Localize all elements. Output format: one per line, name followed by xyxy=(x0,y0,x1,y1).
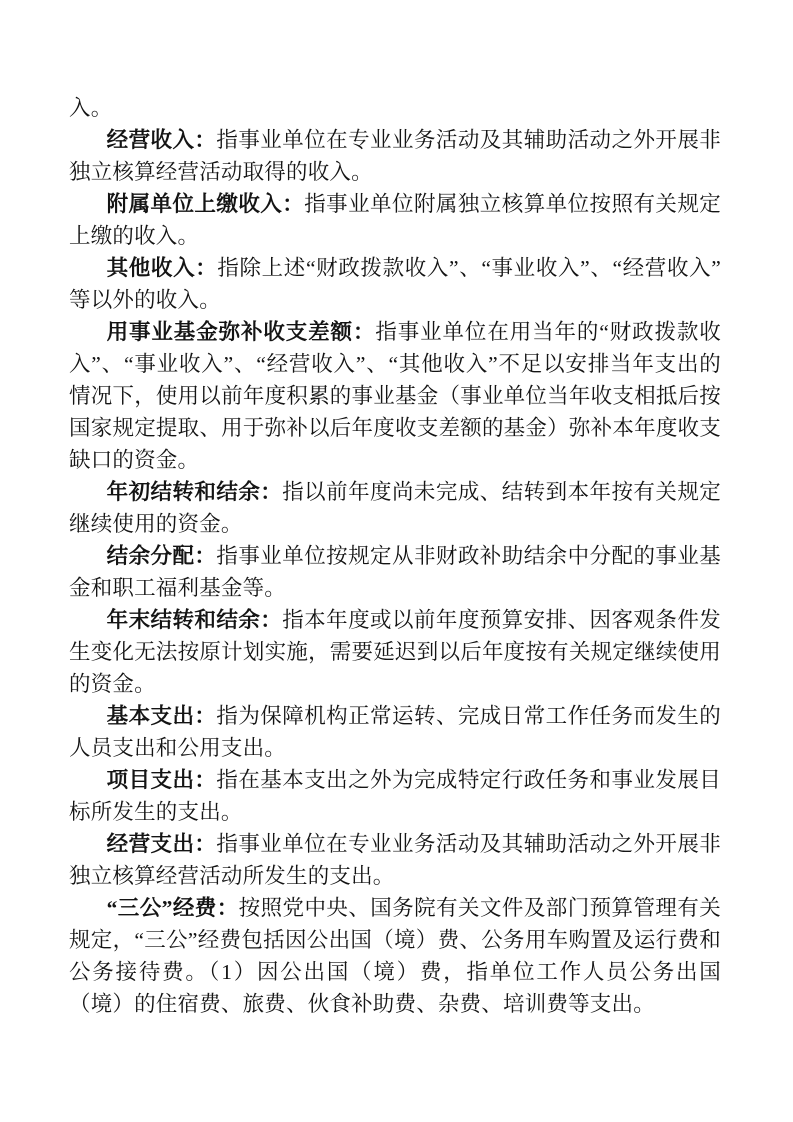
definition-term: 用事业基金弥补收支差额： xyxy=(106,320,376,344)
definition-term: 基本支出： xyxy=(106,704,217,728)
definition-term: “三公”经费： xyxy=(106,896,239,920)
definition-body: 指事业单位按规定从非财政补助结余中分配的事业基金和职工福利基金等。 xyxy=(69,544,721,600)
definition-body: 入。 xyxy=(69,96,113,120)
definition-body: 指以前年度尚未完成、结转到本年按有关规定继续使用的资金。 xyxy=(69,480,721,536)
definition-body: 指事业单位在用当年的“财政拨款收入”、“事业收入”、“经营收入”、“其他收入”不足以安排当年支出的情况下，使用以前年度积累的事业基金（事业单位当年收支相抵后按国家规定提取、用于弥补以后年度收支差额的基金）弥补本年度收支缺口的资金。 xyxy=(69,320,722,472)
definition-paragraph-surplus-distribution xyxy=(69,540,721,604)
definition-term: 附属单位上缴收入： xyxy=(106,192,305,216)
definition-paragraph-operating-income xyxy=(69,124,721,188)
definition-term: 经营收入： xyxy=(106,128,217,152)
definition-paragraph-operating-expenditure xyxy=(69,828,721,892)
definition-paragraph-fund-deficit-coverage xyxy=(69,316,721,476)
definition-paragraph-year-end-carryover xyxy=(69,604,721,700)
definitions-text-block xyxy=(69,92,721,1020)
definition-body: 指本年度或以前年度预算安排、因客观条件发生变化无法按原计划实施，需要延迟到以后年度按有关规定继续使用的资金。 xyxy=(69,608,721,696)
definition-term: 项目支出： xyxy=(106,768,217,792)
paragraph-continuation xyxy=(69,92,721,124)
definition-paragraph-project-expenditure xyxy=(69,764,721,828)
definition-term: 年初结转和结余： xyxy=(106,480,283,504)
definition-body: 指事业单位在专业业务活动及其辅助活动之外开展非独立核算经营活动所发生的支出。 xyxy=(69,832,721,888)
definition-paragraph-other-income xyxy=(69,252,721,316)
definition-term: 其他收入： xyxy=(106,256,218,280)
definition-paragraph-affiliated-unit-income xyxy=(69,188,721,252)
definition-term: 年末结转和结余： xyxy=(106,608,283,632)
definition-body: 指为保障机构正常运转、完成日常工作任务而发生的人员支出和公用支出。 xyxy=(69,704,721,760)
definition-term: 结余分配： xyxy=(106,544,217,568)
definition-paragraph-three-public-funds xyxy=(69,892,721,1020)
definition-body: 指除上述“财政拨款收入”、“事业收入”、“经营收入”等以外的收入。 xyxy=(69,256,721,312)
definition-term: 经营支出： xyxy=(106,832,217,856)
definition-paragraph-basic-expenditure xyxy=(69,700,721,764)
definition-body: 指事业单位在专业业务活动及其辅助活动之外开展非独立核算经营活动取得的收入。 xyxy=(69,128,721,184)
definition-body: 按照党中央、国务院有关文件及部门预算管理有关规定，“三公”经费包括因公出国（境）费、公务用车购置及运行费和公务接待费。（1）因公出国（境）费，指单位工作人员公务出国（境）的住宿费、旅费、伙食补助费、杂费、培训费等支出。 xyxy=(69,896,721,1016)
definition-body: 指在基本支出之外为完成特定行政任务和事业发展目标所发生的支出。 xyxy=(69,768,721,824)
definition-paragraph-beginning-year-carryover xyxy=(69,476,721,540)
definition-body: 指事业单位附属独立核算单位按照有关规定上缴的收入。 xyxy=(69,192,721,248)
